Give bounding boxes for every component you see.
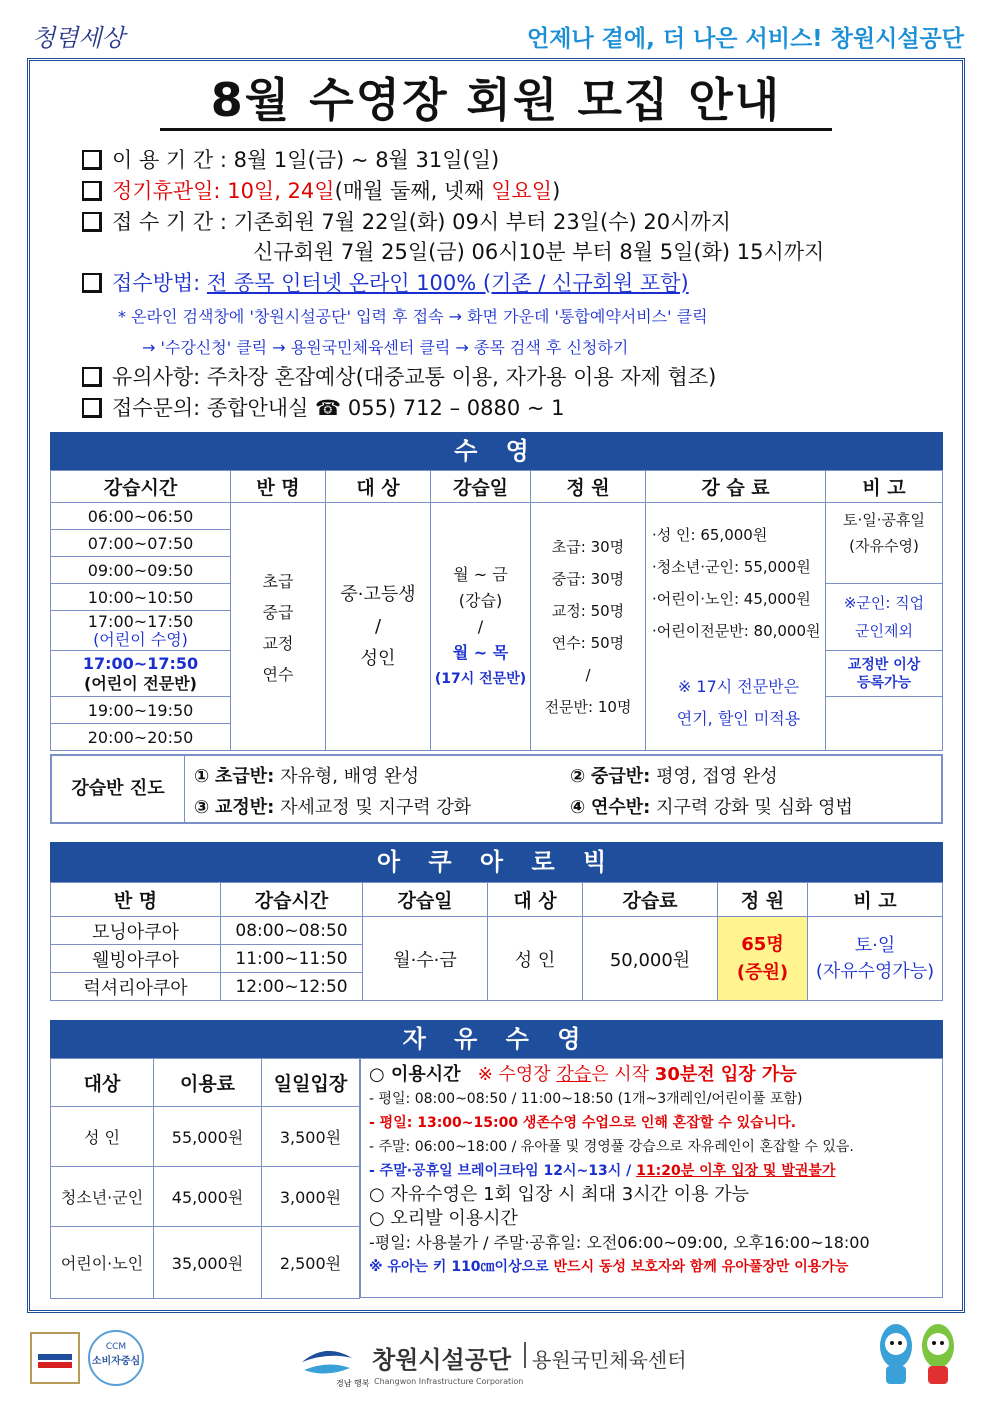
days-cell: 월 ~ 금 (강습) / 월 ~ 목 (17시 전문반)	[431, 503, 531, 751]
page-title: 8월 수영장 회원 모집 안내	[160, 72, 832, 131]
time-cell: 17:00~17:50 (어린이 수영)	[51, 611, 231, 651]
aqua-band: 아 쿠 아 로 빅	[50, 842, 943, 882]
col-header: 정 원	[718, 883, 808, 917]
remark-cell: 토·일·공휴일 (자유수영)	[826, 503, 943, 584]
info-closed: 정기휴관일: 10일, 24일(매월 둘째, 넷째 일요일)	[82, 177, 560, 205]
fee-cell: ·성 인: 65,000원 ·청소년·군인: 55,000원 ·어린이·노인: 45,000원 ·어린이전문반: 80,000원 ※ 17시 전문반은 연기, 할인 미적용	[646, 503, 826, 751]
time-cell: 20:00~20:50	[51, 724, 231, 751]
remark-cell: 교정반 이상 등록가능	[826, 651, 943, 697]
daily-cell: 2,500원	[262, 1227, 360, 1299]
info-inquiry: 접수문의: 종합안내실 ☎ 055) 712 – 0880 ~ 1	[82, 394, 565, 422]
progress-label: 강습반 진도	[52, 756, 185, 822]
capacity-cell: 초급: 30명 중급: 30명 교정: 50명 연수: 50명 / 전문반: 10명	[531, 503, 646, 751]
integrity-logo: 청렴세상	[32, 24, 125, 52]
info-period: 이 용 기 간 : 8월 1일(금) ~ 8월 31일(일)	[82, 146, 499, 174]
col-header: 강습일	[363, 883, 488, 917]
checkbox-icon	[82, 212, 102, 232]
col-header: 강습료	[583, 883, 718, 917]
class-name-cell: 럭셔리아쿠아	[51, 973, 221, 1001]
info-caution: 유의사항: 주차장 혼잡예상(대중교통 이용, 자가용 이용 자제 협조)	[82, 363, 716, 391]
info-line: - 평일: 08:00~08:50 / 11:00~18:50 (1개~3개레인/어린이풀 포함)	[369, 1091, 803, 1107]
col-header: 대상	[51, 1059, 154, 1107]
target-cell: 청소년·군인	[51, 1167, 154, 1227]
swim-table	[50, 470, 943, 751]
progress-item: ③ 교정반: 자세교정 및 지구력 강화	[194, 797, 472, 818]
info-registration-new: 신규회원 7월 25일(금) 06시10분 부터 8월 5일(화) 15시까지	[253, 240, 825, 264]
col-header: 반 명	[231, 471, 326, 503]
col-header: 대 상	[326, 471, 431, 503]
time-cell: 19:00~19:50	[51, 697, 231, 724]
col-header: 일일입장	[262, 1059, 360, 1107]
free-fee-table	[50, 1058, 360, 1299]
time-cell: 06:00~06:50	[51, 503, 231, 530]
checkbox-icon	[82, 273, 102, 293]
org-name-en: Changwon Infrastructure Corporation	[374, 1377, 524, 1386]
info-line: - 평일: 13:00~15:00 생존수영 수업으로 인해 혼잡할 수 있습니다.	[369, 1115, 797, 1131]
info-method: 접수방법: 전 종목 인터넷 온라인 100% (기존 / 신규회원 포함)	[82, 269, 689, 297]
target-cell: 어린이·노인	[51, 1227, 154, 1299]
certification-logo	[30, 1332, 80, 1384]
col-header: 대 상	[488, 883, 583, 917]
info-line: - 주말·공휴일 브레이크타임 12시~13시 / 11:20분 이후 입장 및 발권불가	[369, 1163, 836, 1179]
col-header: 비 고	[808, 883, 943, 917]
col-header: 강습시간	[51, 471, 231, 503]
days-cell: 월·수·금	[363, 917, 488, 1001]
info-line: ※ 유아는 키 110㎝이상으로 반드시 동성 보호자와 함께 유아풀장만 이용가능	[369, 1259, 849, 1275]
capacity-cell: 65명 (증원)	[718, 917, 808, 1001]
swim-band: 수 영	[50, 432, 943, 470]
remark-cell: ※군인: 직업 군인제외	[826, 584, 943, 651]
target-cell: 성 인	[488, 917, 583, 1001]
fee-cell: 55,000원	[154, 1107, 262, 1167]
center-name: 용원국민체육센터	[532, 1348, 687, 1372]
method-note-1: * 온라인 검색창에 '창원시설공단' 입력 후 접속 → 화면 가운데 '통합예약서비스' 클릭	[118, 307, 708, 326]
info-line: ○ 오리발 이용시간	[369, 1208, 518, 1229]
col-header: 정 원	[531, 471, 646, 503]
time-title-line: ○ 이용시간 ※ 수영장 강습은 시작 30분전 입장 가능	[369, 1064, 797, 1085]
daily-cell: 3,500원	[262, 1107, 360, 1167]
free-swim-info	[360, 1058, 943, 1298]
info-registration: 접 수 기 간 : 기존회원 7월 22일(화) 09시 부터 23일(수) 20시까지	[82, 208, 731, 236]
method-note-2: → '수강신청' 클릭 → 용원국민체육센터 클릭 → 종목 검색 후 신청하기	[142, 338, 629, 357]
free-swim-band: 자 유 수 영	[50, 1020, 943, 1058]
checkbox-icon	[82, 181, 102, 201]
checkbox-icon	[82, 367, 102, 387]
org-name: 창원시설공단	[372, 1346, 512, 1374]
progress-item: ④ 연수반: 지구력 강화 및 심화 영법	[570, 797, 853, 818]
col-header: 강습시간	[221, 883, 363, 917]
progress-item: ① 초급반: 자유형, 배영 완성	[194, 766, 419, 787]
progress-item: ② 중급반: 평영, 접영 완성	[570, 766, 778, 787]
col-header: 강습일	[431, 471, 531, 503]
time-cell: 17:00~17:50 (어린이 전문반)	[51, 651, 231, 697]
col-header: 이용료	[154, 1059, 262, 1107]
class-cell: 초급 중급 교정 연수	[231, 503, 326, 751]
class-name-cell: 웰빙아쿠아	[51, 945, 221, 973]
info-line: - 주말: 06:00~18:00 / 유아풀 및 경영풀 강습으로 자유레인이 혼잡할 수 있음.	[369, 1139, 854, 1155]
progress-box	[50, 754, 943, 824]
daily-cell: 3,000원	[262, 1167, 360, 1227]
fee-cell: 45,000원	[154, 1167, 262, 1227]
time-cell: 09:00~09:50	[51, 557, 231, 584]
time-cell: 08:00~08:50	[221, 917, 363, 945]
mascot-icon	[866, 1318, 966, 1388]
target-cell: 중·고등생 / 성인	[326, 503, 431, 751]
fee-cell: 50,000원	[583, 917, 718, 1001]
info-line: ○ 자유수영은 1회 입장 시 최대 3시간 이용 가능	[369, 1184, 749, 1205]
footer-divider	[524, 1342, 526, 1368]
info-line: -평일: 사용불가 / 주말·공휴일: 오전06:00~09:00, 오후16:00~18:00	[369, 1233, 870, 1252]
fee-cell: 35,000원	[154, 1227, 262, 1299]
aqua-table	[50, 882, 943, 1001]
time-cell: 07:00~07:50	[51, 530, 231, 557]
gyeongnam-text: 경남 행복	[336, 1379, 370, 1388]
remark-cell: 토·일 (자유수영가능)	[808, 917, 943, 1001]
checkbox-icon	[82, 150, 102, 170]
col-header: 비 고	[826, 471, 943, 503]
class-name-cell: 모닝아쿠아	[51, 917, 221, 945]
checkbox-icon	[82, 398, 102, 418]
time-cell: 12:00~12:50	[221, 973, 363, 1001]
col-header: 강 습 료	[646, 471, 826, 503]
time-cell: 11:00~11:50	[221, 945, 363, 973]
time-cell: 10:00~10:50	[51, 584, 231, 611]
ccm-logo: CCM 소비자중심	[88, 1330, 144, 1386]
remark-cell	[826, 697, 943, 751]
target-cell: 성 인	[51, 1107, 154, 1167]
slogan: 언제나 곁에, 더 나은 서비스! 창원시설공단	[527, 26, 964, 52]
col-header: 반 명	[51, 883, 221, 917]
